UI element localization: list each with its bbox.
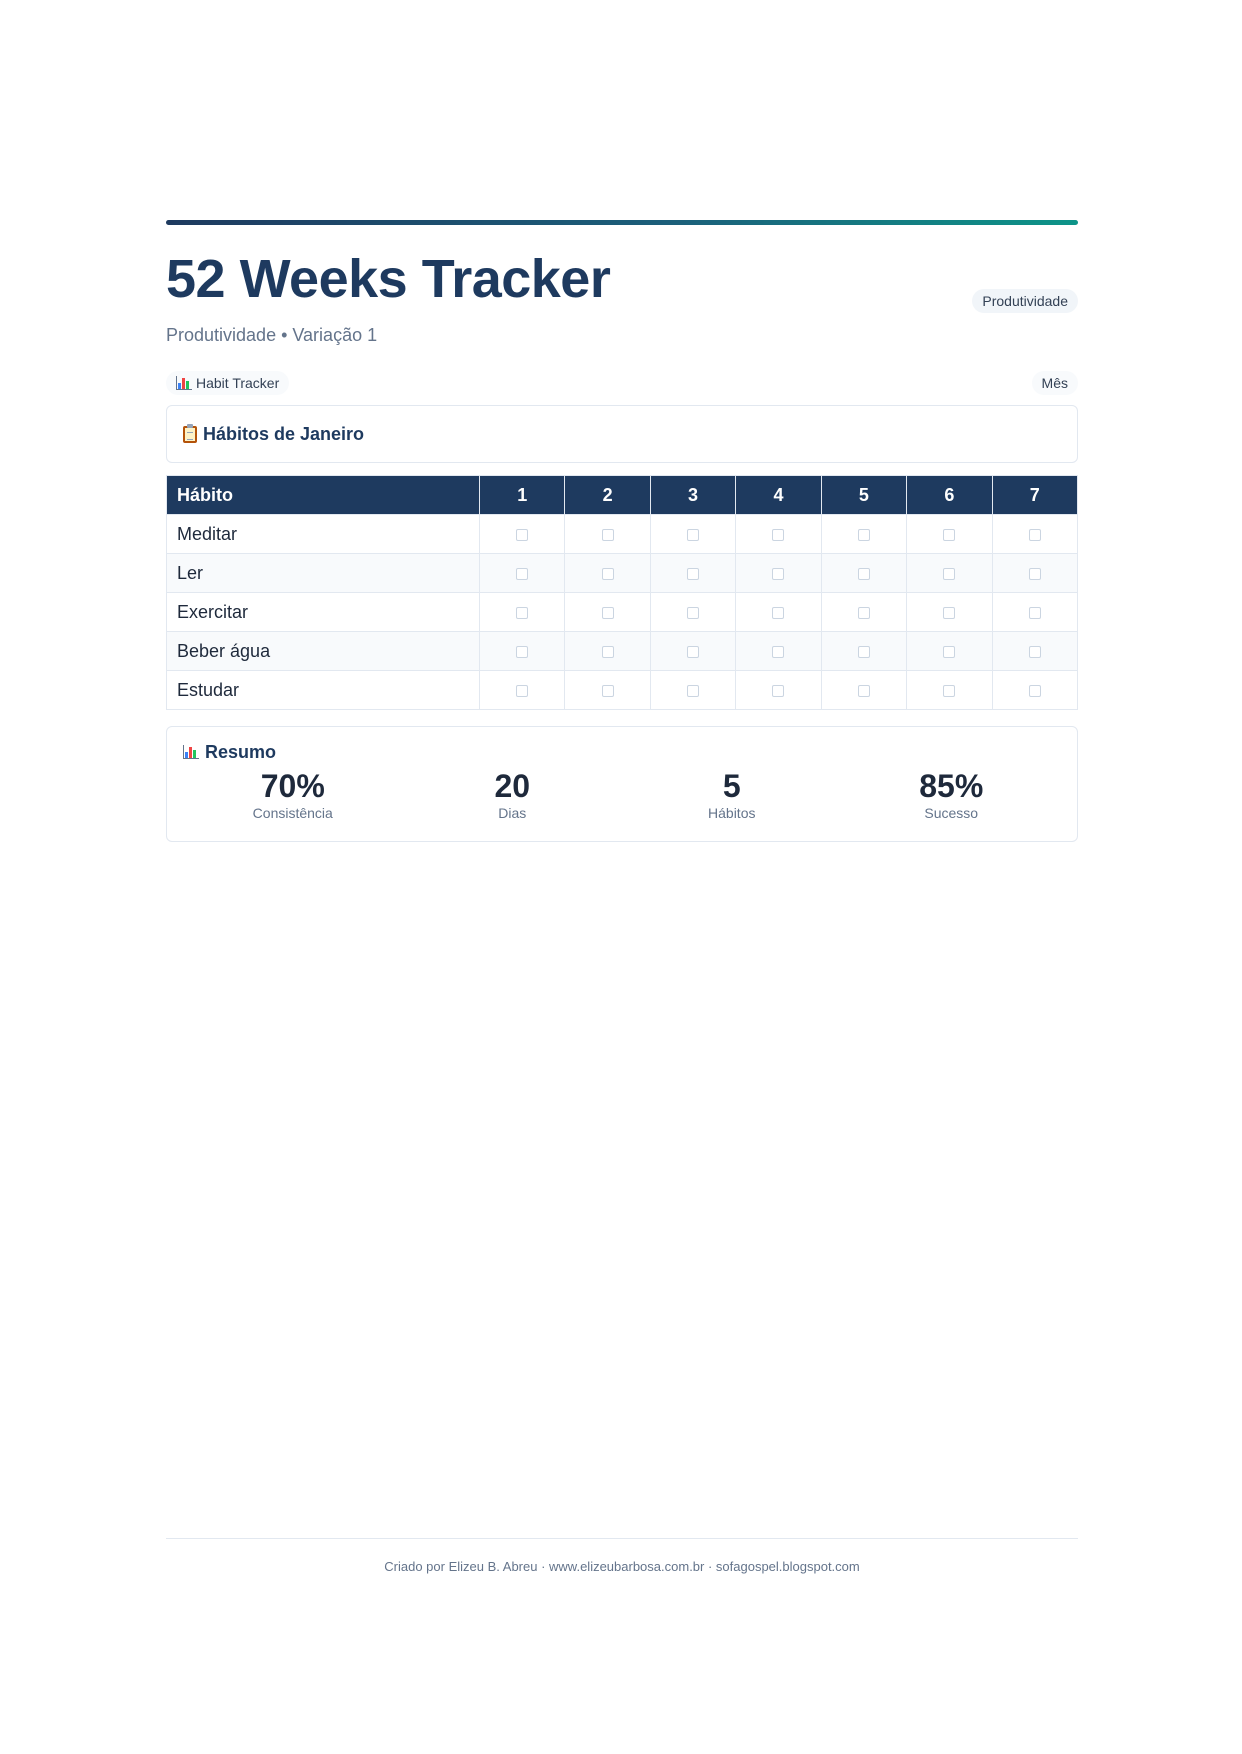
habit-checkbox[interactable] (943, 646, 955, 658)
day-cell (992, 515, 1077, 554)
summary-stat (183, 767, 403, 821)
page (166, 220, 1078, 842)
habit-name: Estudar (167, 671, 480, 710)
summary-stats (183, 767, 1061, 821)
footer: Criado por Elizeu B. Abreu · www.elizeubarbosa.com.br · sofagospel.blogspot.com (166, 1538, 1078, 1574)
day-cell (821, 593, 906, 632)
column-header-habit: Hábito (167, 476, 480, 515)
habit-checkbox[interactable] (772, 529, 784, 541)
page-subtitle: Produtividade • Variação 1 (166, 325, 378, 345)
habit-name: Exercitar (167, 593, 480, 632)
day-cell (565, 554, 650, 593)
stat-value: 85% (919, 768, 984, 804)
habit-checkbox[interactable] (943, 529, 955, 541)
day-cell (736, 671, 821, 710)
habit-checkbox[interactable] (772, 607, 784, 619)
habit-checkbox[interactable] (1029, 646, 1041, 658)
summary-title-text: Resumo (205, 741, 277, 762)
habit-checkbox[interactable] (858, 568, 870, 580)
habit-table-body (167, 515, 1078, 710)
day-cell (736, 632, 821, 671)
accent-bar (166, 220, 1078, 225)
column-header-day-4: 4 (736, 476, 821, 515)
day-cell (821, 671, 906, 710)
day-cell (821, 632, 906, 671)
habit-checkbox[interactable] (516, 529, 528, 541)
habit-checkbox[interactable] (943, 685, 955, 697)
habit-checkbox[interactable] (858, 646, 870, 658)
column-header-day-5: 5 (821, 476, 906, 515)
title-row (166, 247, 1078, 319)
table-row (167, 554, 1078, 593)
day-cell (907, 671, 992, 710)
habit-checkbox[interactable] (943, 607, 955, 619)
clipboard-icon (183, 426, 197, 443)
habit-checkbox[interactable] (687, 646, 699, 658)
summary-card (166, 726, 1078, 842)
column-header-day-6: 6 (907, 476, 992, 515)
day-cell (480, 671, 565, 710)
habit-checkbox[interactable] (772, 685, 784, 697)
habit-checkbox[interactable] (858, 607, 870, 619)
habit-checkbox[interactable] (772, 568, 784, 580)
day-cell (992, 632, 1077, 671)
day-cell (565, 593, 650, 632)
habit-checkbox[interactable] (687, 568, 699, 580)
day-cell (821, 515, 906, 554)
category-badge: Produtividade (972, 289, 1078, 313)
stat-value: 20 (494, 768, 531, 804)
habit-checkbox[interactable] (1029, 568, 1041, 580)
table-row (167, 515, 1078, 554)
habit-checkbox[interactable] (1029, 607, 1041, 619)
habit-checkbox[interactable] (516, 568, 528, 580)
page-title: 52 Weeks Tracker (166, 249, 611, 309)
day-cell (992, 593, 1077, 632)
column-header-day-2: 2 (565, 476, 650, 515)
table-header-row (167, 476, 1078, 515)
column-header-day-7: 7 (992, 476, 1077, 515)
meta-row (166, 369, 1078, 397)
day-cell (565, 515, 650, 554)
day-cell (907, 515, 992, 554)
habit-table (166, 475, 1078, 710)
habit-checkbox[interactable] (1029, 685, 1041, 697)
stat-label: Dias (498, 805, 527, 821)
stat-label: Consistência (252, 805, 333, 821)
summary-stat (403, 767, 623, 821)
habit-checkbox[interactable] (943, 568, 955, 580)
stat-label: Hábitos (708, 805, 756, 821)
habit-checkbox[interactable] (687, 607, 699, 619)
bar-chart-icon (176, 376, 192, 390)
tracker-chip (166, 371, 289, 395)
habit-checkbox[interactable] (858, 685, 870, 697)
habit-checkbox[interactable] (602, 646, 614, 658)
day-cell (650, 554, 735, 593)
day-cell (736, 515, 821, 554)
habit-checkbox[interactable] (772, 646, 784, 658)
summary-title (183, 741, 276, 763)
day-cell (565, 671, 650, 710)
day-cell (480, 632, 565, 671)
day-cell (650, 671, 735, 710)
day-cell (992, 671, 1077, 710)
habit-checkbox[interactable] (516, 607, 528, 619)
habit-checkbox[interactable] (516, 646, 528, 658)
day-cell (565, 632, 650, 671)
day-cell (907, 593, 992, 632)
habit-checkbox[interactable] (516, 685, 528, 697)
day-cell (650, 593, 735, 632)
habit-checkbox[interactable] (602, 568, 614, 580)
day-cell (992, 554, 1077, 593)
day-cell (907, 632, 992, 671)
habit-checkbox[interactable] (602, 529, 614, 541)
day-cell (480, 515, 565, 554)
habit-checkbox[interactable] (858, 529, 870, 541)
habit-name: Meditar (167, 515, 480, 554)
day-cell (480, 593, 565, 632)
day-cell (736, 554, 821, 593)
day-cell (821, 554, 906, 593)
day-cell (907, 554, 992, 593)
column-header-day-3: 3 (650, 476, 735, 515)
habit-checkbox[interactable] (602, 685, 614, 697)
table-row (167, 671, 1078, 710)
summary-stat (622, 767, 842, 821)
habit-checkbox[interactable] (687, 529, 699, 541)
habit-checkbox[interactable] (1029, 529, 1041, 541)
stat-value: 70% (260, 768, 325, 804)
column-header-day-1: 1 (480, 476, 565, 515)
period-chip: Mês (1032, 371, 1078, 395)
day-cell (480, 554, 565, 593)
table-row (167, 593, 1078, 632)
habit-checkbox[interactable] (602, 607, 614, 619)
bar-chart-icon (183, 745, 199, 759)
day-cell (650, 515, 735, 554)
section-title-text: Hábitos de Janeiro (203, 423, 365, 444)
section-header-card (166, 405, 1078, 463)
tracker-chip-label: Habit Tracker (196, 375, 280, 391)
habit-name: Ler (167, 554, 480, 593)
section-title (183, 424, 364, 445)
table-row (167, 632, 1078, 671)
summary-stat (842, 767, 1062, 821)
day-cell (736, 593, 821, 632)
habit-checkbox[interactable] (687, 685, 699, 697)
day-cell (650, 632, 735, 671)
stat-label: Sucesso (924, 805, 979, 821)
habit-name: Beber água (167, 632, 480, 671)
stat-value: 5 (722, 768, 741, 804)
